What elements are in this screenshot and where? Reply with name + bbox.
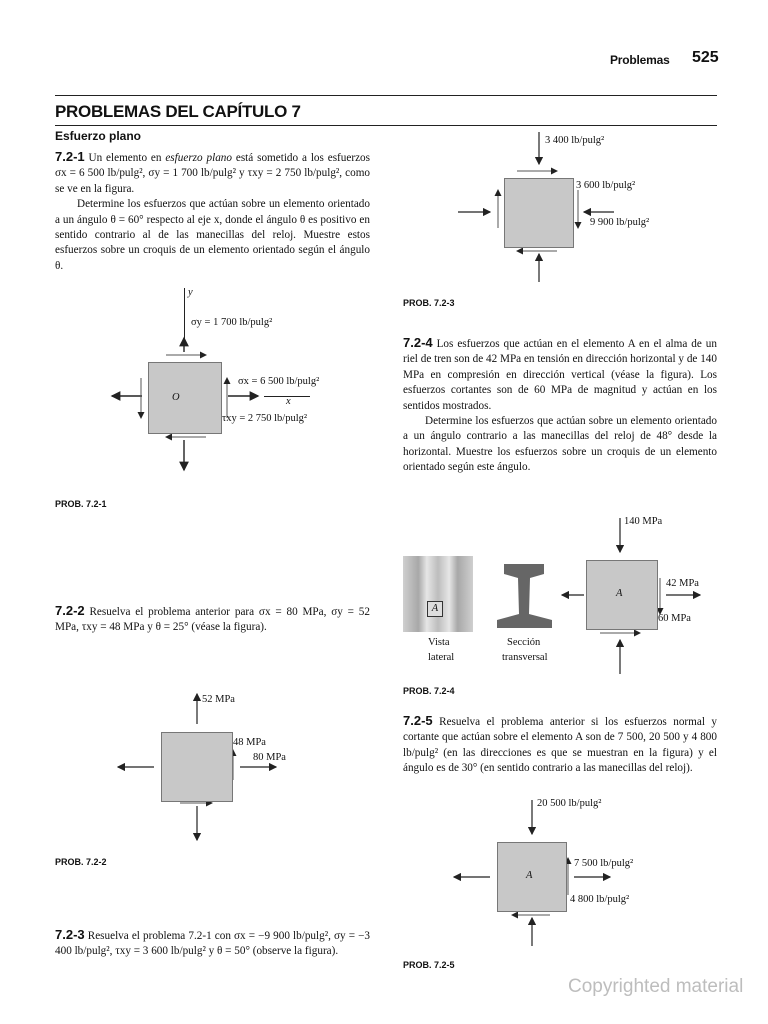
copyright-watermark: Copyrighted material <box>568 976 744 997</box>
subsection-title: Esfuerzo plano <box>55 129 142 143</box>
shear-stress-label: 4 800 lb/pulg² <box>570 894 630 905</box>
horizontal-stress-label: 42 MPa <box>666 578 699 589</box>
sigma-x-label: σx = 6 500 lb/pulg² <box>238 376 320 387</box>
rail-element-marker: A <box>427 601 443 617</box>
figure-7-2-5-arrows <box>0 0 1 1</box>
sigma-y-label: σy = 1 700 lb/pulg² <box>191 317 273 328</box>
horizontal-stress-label: 7 500 lb/pulg² <box>574 858 634 869</box>
problem-7-2-2: 7.2-2 Resuelva el problema anterior para σx = 80 MPa, σy = 52 MPa, τxy = 48 MPa y θ = 25° (véase la figura). <box>55 603 370 634</box>
figure-caption: PROB. 7.2-1 <box>55 499 107 509</box>
problem-instructions: Determine los esfuerzos que actúan sobre un elemento orientado a un ángulo contrario a las manecillas del reloj de 48° desde la horizontal. Muestre los esfuerzos sobre un croquis de un elemento orientado según este ángulo. <box>403 415 717 474</box>
element-label: A <box>526 870 533 881</box>
shear-stress-label: 3 600 lb/pulg² <box>576 180 636 191</box>
horizontal-stress-label: 80 MPa <box>253 752 286 763</box>
element-label: A <box>616 588 623 599</box>
problem-7-2-5: 7.2-5 Resuelva el problema anterior si los esfuerzos normal y cortante que actúan sobre el elemento A son de 7 500, 20 500 y 4 800 lb/pulg² (en las direcciones es que se muestran en la figura) y el ángulo es de 30° (en sentido contrario a las manecillas del reloj). <box>403 713 717 775</box>
figure-caption: PROB. 7.2-3 <box>403 298 455 308</box>
stress-element <box>504 178 574 248</box>
cross-section-label-2: transversal <box>502 652 548 663</box>
running-section-title: Problemas <box>610 53 670 67</box>
side-view-label-1: Vista <box>428 637 450 648</box>
y-axis-line <box>184 288 185 340</box>
problem-number: 7.2-3 <box>55 927 85 942</box>
problem-7-2-4: 7.2-4 Los esfuerzos que actúan en el elemento A en el alma de un riel de tren son de 42 MPa en tensión en dirección horizontal y de 140 MPa en compresión en dirección vertical (véase la figura). Los esfuerzos cortantes son de 60 MPa de magnitud y actúan en los sentidos mostrados. Determine los esfuerzos que actúan sobre un elemento orientado a un ángulo contrario a las manecillas del reloj de 48° desde la horizontal. Muestre los esfuerzos sobre un croquis de un elemento orientado según este ángulo. <box>403 335 717 476</box>
problem-7-2-1: 7.2-1 Un elemento en esfuerzo plano está sometido a los esfuerzos σx = 6 500 lb/pulg², σy = 1 700 lb/pulg² y τxy = 2 750 lb/pulg², como se ve en la figura. Determine los esfuerzos que actúan sobre un elemento orientado a un ángulo θ = 60° respecto al eje x, donde el ángulo θ es positivo en sentido contrario al de las manecillas del reloj. Muestre estos esfuerzos sobre un croquis de un elemento orientado según el ángulo θ. <box>55 149 370 274</box>
problem-instructions: Determine los esfuerzos que actúan sobre un elemento orientado a un ángulo θ = 60° respecto al eje x, donde el ángulo θ es positivo en sentido contrario al de las manecillas del reloj. Muestre estos esfuerzos sobre un croquis de un elemento orientado según el ángulo θ. <box>55 198 370 272</box>
problem-number: 7.2-4 <box>403 335 433 350</box>
figure-caption: PROB. 7.2-5 <box>403 960 455 970</box>
shear-stress-label: 48 MPa <box>233 737 266 748</box>
rail-side-view <box>403 556 473 632</box>
problem-number: 7.2-1 <box>55 149 85 164</box>
problem-number: 7.2-2 <box>55 603 85 618</box>
vertical-stress-label: 3 400 lb/pulg² <box>545 135 605 146</box>
stress-element <box>148 362 222 434</box>
stress-element <box>161 732 233 802</box>
vertical-stress-label: 52 MPa <box>202 694 235 705</box>
vertical-stress-label: 140 MPa <box>624 516 663 527</box>
chapter-rule <box>55 125 717 126</box>
horizontal-stress-label: 9 900 lb/pulg² <box>590 217 650 228</box>
x-axis-label: x <box>286 396 291 407</box>
chapter-title: PROBLEMAS DEL CAPÍTULO 7 <box>55 102 301 121</box>
page-number: 525 <box>692 49 719 66</box>
tau-xy-label: τxy = 2 750 lb/pulg² <box>222 413 308 424</box>
vertical-stress-label: 20 500 lb/pulg² <box>537 798 602 809</box>
y-axis-label: y <box>188 287 193 298</box>
figure-caption: PROB. 7.2-4 <box>403 686 455 696</box>
figure-caption: PROB. 7.2-2 <box>55 857 107 867</box>
cross-section-label-1: Sección <box>507 637 541 648</box>
side-view-label-2: lateral <box>428 652 455 663</box>
header-rule <box>55 95 717 96</box>
problem-7-2-3: 7.2-3 Resuelva el problema 7.2-1 con σx = −9 900 lb/pulg², σy = −3 400 lb/pulg², τxy = 3 600 lb/pulg² y θ = 50° (observe la figura). <box>55 927 370 958</box>
problem-number: 7.2-5 <box>403 713 433 728</box>
origin-label: O <box>172 392 180 403</box>
shear-stress-label: 60 MPa <box>658 613 691 624</box>
